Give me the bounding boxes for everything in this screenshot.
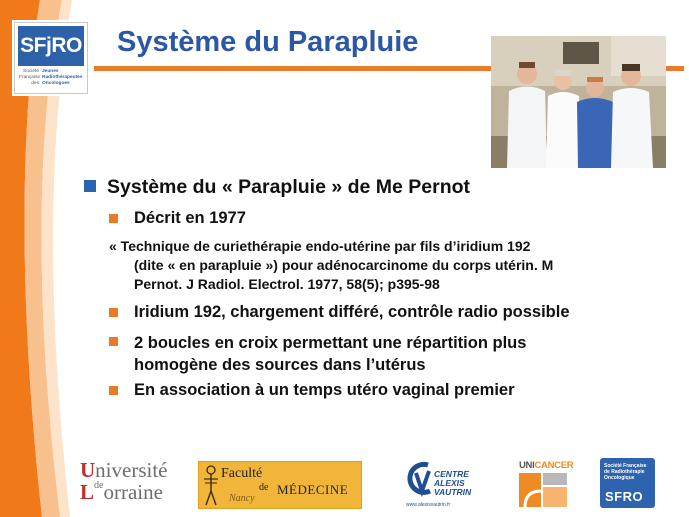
sfro-logo [600,458,655,508]
bullet-square-icon [109,214,118,223]
slide-title: Système du Parapluie [117,26,419,58]
sfjro-logo [14,22,88,94]
logo-word: de [259,482,269,493]
reference-line: Pernot. J Radiol. Electrol. 1977, 58(5); p395-98 [134,276,440,292]
reference-line: (dite « en parapluie ») pour adénocarcinome du corps utérin. M [134,257,554,273]
logo-word: de Radiothérapie [604,469,645,475]
logo-word: orraine [103,480,163,504]
cav-name [434,470,471,497]
logo-word: VAUTRIN [434,487,472,497]
bullet-association: En association à un temps utéro vaginal premier [134,381,515,399]
bullet-two-loops [134,332,526,376]
logo-word: MÉDECINE [277,482,349,497]
unicancer-logo [519,459,574,507]
reference-line: « Technique de curiethérapie endo-utérine par fils d’iridium 192 [109,238,531,254]
bullet-line: 2 boucles en croix permettant une répartition plus [134,334,527,352]
logo-sub-line: Radiothérapeutes [42,75,83,80]
skeleton-icon [202,465,220,507]
bibliographic-reference [109,237,553,294]
bullet-level1: Système du « Parapluie » de Me Pernot [107,176,471,198]
sfjro-logo-text: SFjRO [18,26,84,66]
logo-word: Faculté [221,466,263,481]
bullet-line: homogène des sources dans l’utérus [134,356,426,374]
bullet-square-icon [109,337,118,346]
logo-sub-line: Jeunes [42,69,59,74]
logo-letter: U [80,458,96,482]
logo-sub-line: Société [23,69,39,74]
cav-emblem-icon [402,459,436,501]
sfro-logo-small-text [604,463,652,481]
logo-word: ALEXIS [434,478,465,488]
logo-letter: L [80,480,95,504]
cav-url: www.alexisvautrin.fr [406,502,451,508]
logo-word: de [94,480,104,491]
staff-photo [491,36,666,168]
faculte-medecine-nancy-logo [198,461,362,509]
logo-word: niversité [95,458,168,482]
universite-de-lorraine-logo [80,456,170,506]
centre-alexis-vautrin-logo [402,457,490,511]
bullet-square-icon [109,308,118,317]
logo-sub-line: Française [19,75,41,80]
bullet-iridium: Iridium 192, chargement différé, contrôle radio possible [134,303,570,321]
logo-word: Oncologique [604,475,635,481]
bullet-square-icon [84,180,96,192]
logo-word: UNI [519,460,535,471]
bullet-described-1977: Décrit en 1977 [134,209,246,227]
sfro-logo-text: SFRO [605,489,644,504]
logo-sub-line: des [31,81,39,86]
unicancer-emblem-icon [519,473,569,507]
logo-word: CENTRE [434,469,469,479]
logo-word: Nancy [229,493,255,504]
bullet-square-icon [109,386,118,395]
logo-word: CANCER [534,460,574,471]
logo-word: Société Française [604,463,647,469]
logo-sub-line: Oncologues [42,81,70,86]
